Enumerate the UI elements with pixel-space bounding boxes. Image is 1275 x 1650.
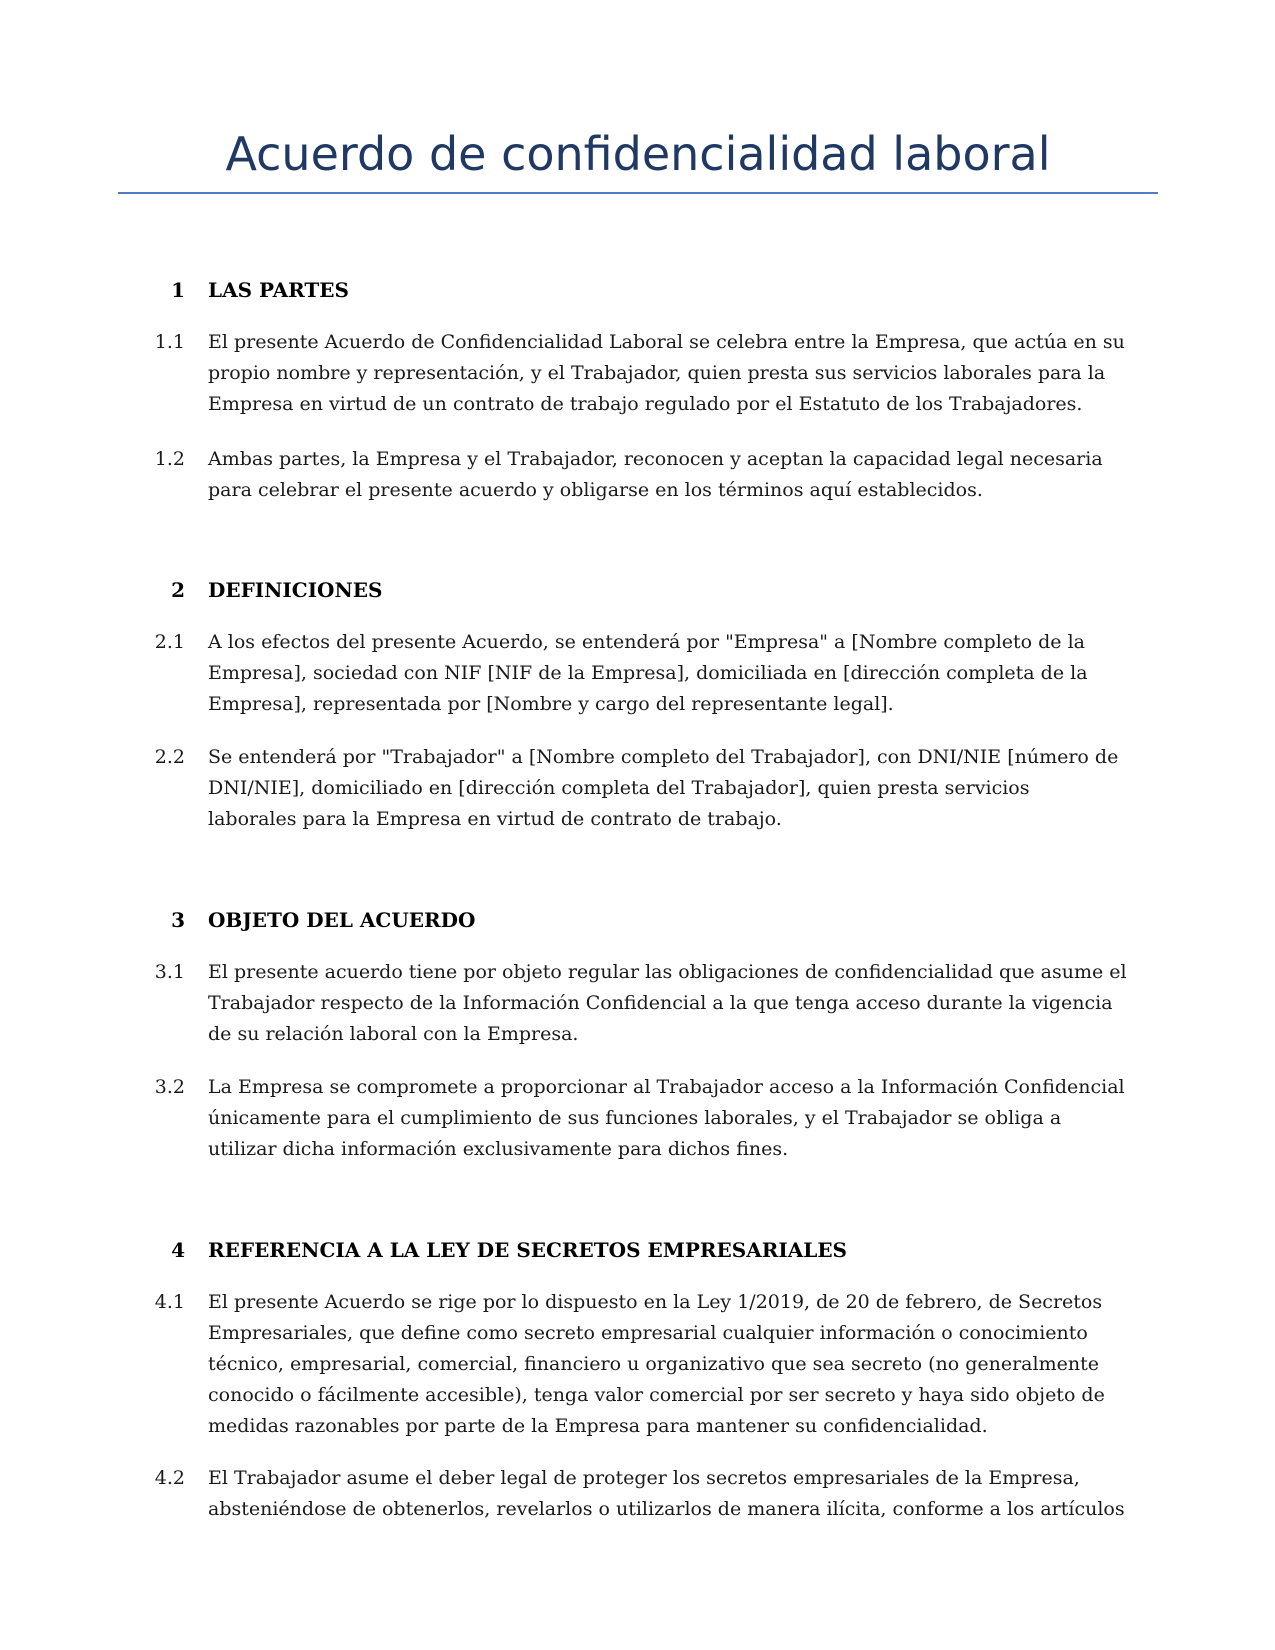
clause-number: 4.2 bbox=[154, 1467, 185, 1489]
clause-number: 1.1 bbox=[154, 331, 185, 353]
clause-number: 2.1 bbox=[154, 631, 185, 653]
clause-line: únicamente para el cumplimiento de sus funciones laborales, y el Trabajador se obliga a bbox=[208, 1107, 1062, 1129]
section-heading-1 bbox=[0, 275, 1275, 305]
clause-line: Trabajador respecto de la Información Confidencial a la que tenga acceso durante la vigencia bbox=[208, 992, 1113, 1014]
clause-text bbox=[208, 742, 1128, 835]
clause-number: 4.1 bbox=[154, 1291, 185, 1313]
clause-line: DNI/NIE], domiciliado en [dirección completa del Trabajador], quien presta servicios bbox=[208, 777, 1030, 799]
clause-line: medidas razonables por parte de la Empresa para mantener su confidencialidad. bbox=[208, 1415, 988, 1437]
clause-line: Ambas partes, la Empresa y el Trabajador, reconocen y aceptan la capacidad legal necesaria bbox=[208, 448, 1103, 470]
title-underline-rule bbox=[118, 192, 1158, 194]
clause-text bbox=[208, 957, 1128, 1050]
clause-line: propio nombre y representación, y el Trabajador, quien presta sus servicios laborales para la bbox=[208, 362, 1106, 384]
clause-line: El presente Acuerdo de Confidencialidad Laboral se celebra entre la Empresa, que actúa en su bbox=[208, 331, 1125, 353]
section-heading-3 bbox=[0, 905, 1275, 935]
clause-line: El presente acuerdo tiene por objeto regular las obligaciones de confidencialidad que asume el bbox=[208, 961, 1127, 983]
clause-line: conocido o fácilmente accesible), tenga valor comercial por ser secreto y haya sido objeto de bbox=[208, 1384, 1105, 1406]
clause-text bbox=[208, 627, 1128, 720]
clause-line: A los efectos del presente Acuerdo, se entenderá por "Empresa" a [Nombre completo de la bbox=[208, 631, 1085, 653]
document-title: Acuerdo de confidencialidad laboral bbox=[225, 127, 1051, 181]
clause-text bbox=[208, 444, 1128, 506]
section-number: 4 bbox=[171, 1238, 185, 1262]
clause-text bbox=[208, 1287, 1128, 1442]
section-number: 2 bbox=[171, 578, 185, 602]
clause-line: El presente Acuerdo se rige por lo dispuesto en la Ley 1/2019, de 20 de febrero, de Secretos bbox=[208, 1291, 1103, 1313]
clause-line: Empresa en virtud de un contrato de trabajo regulado por el Estatuto de los Trabajadores. bbox=[208, 393, 1083, 415]
section-heading-label: OBJETO DEL ACUERDO bbox=[208, 908, 476, 932]
section-number: 3 bbox=[171, 908, 185, 932]
clause-line: utilizar dicha información exclusivamente para dichos fines. bbox=[208, 1138, 789, 1160]
clause-number: 3.2 bbox=[154, 1076, 185, 1098]
section-heading-label: DEFINICIONES bbox=[208, 578, 383, 602]
clause-text bbox=[208, 1463, 1128, 1525]
clause-text bbox=[208, 1072, 1128, 1165]
clause-line: Se entenderá por "Trabajador" a [Nombre completo del Trabajador], con DNI/NIE [número de bbox=[208, 746, 1119, 768]
clause-line: Empresariales, que define como secreto empresarial cualquier información o conocimiento bbox=[208, 1322, 1088, 1344]
clause-number: 2.2 bbox=[154, 746, 185, 768]
section-heading-label: LAS PARTES bbox=[208, 278, 349, 302]
clause-line: El Trabajador asume el deber legal de proteger los secretos empresariales de la Empresa, bbox=[208, 1467, 1080, 1489]
section-heading-2 bbox=[0, 575, 1275, 605]
clause-line: Empresa], representada por [Nombre y cargo del representante legal]. bbox=[208, 693, 894, 715]
section-heading-4 bbox=[0, 1235, 1275, 1265]
clause-line: absteniéndose de obtenerlos, revelarlos o utilizarlos de manera ilícita, conforme a los artículos bbox=[208, 1498, 1125, 1520]
clause-line: técnico, empresarial, comercial, financiero u organizativo que sea secreto (no generalmente bbox=[208, 1353, 1099, 1375]
section-number: 1 bbox=[171, 278, 185, 302]
clause-line: de su relación laboral con la Empresa. bbox=[208, 1023, 579, 1045]
clause-line: laborales para la Empresa en virtud de contrato de trabajo. bbox=[208, 808, 782, 830]
section-heading-label: REFERENCIA A LA LEY DE SECRETOS EMPRESARIALES bbox=[208, 1238, 848, 1262]
clause-text bbox=[208, 327, 1128, 420]
clause-number: 3.1 bbox=[154, 961, 185, 983]
clause-number: 1.2 bbox=[154, 448, 185, 470]
clause-line: Empresa], sociedad con NIF [NIF de la Empresa], domiciliada en [dirección completa de la bbox=[208, 662, 1088, 684]
clause-line: para celebrar el presente acuerdo y obligarse en los términos aquí establecidos. bbox=[208, 479, 983, 501]
clause-line: La Empresa se compromete a proporcionar al Trabajador acceso a la Información Confidencial bbox=[208, 1076, 1125, 1098]
